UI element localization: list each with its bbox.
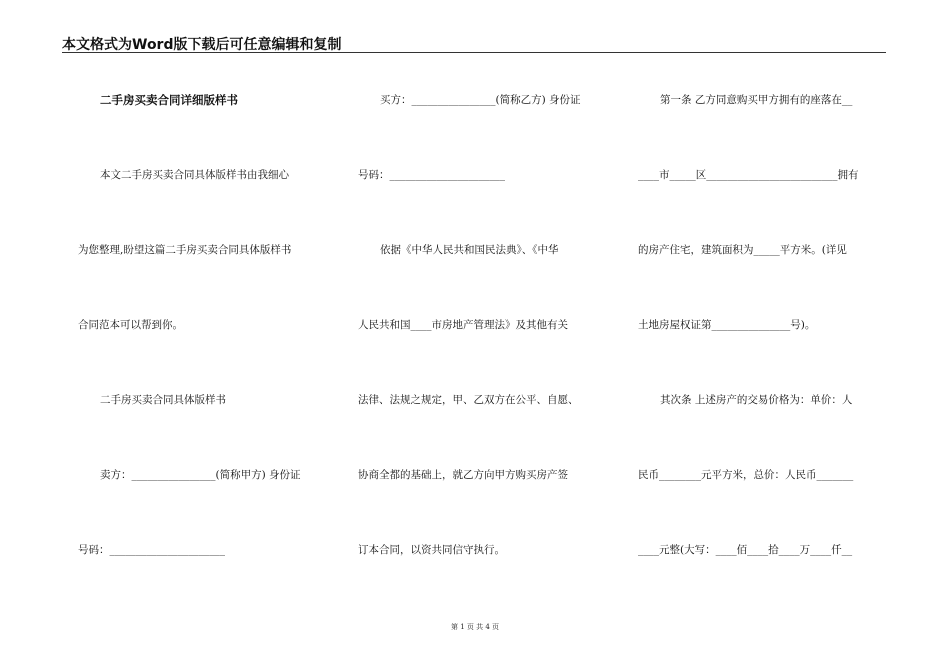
text-line: 法律、法规之规定，甲、乙双方在公平、自愿、 [358,394,579,406]
text-line: 号码：______________________ [78,544,225,556]
text-line: 为您整理,盼望这篇二手房买卖合同具体版样书 [78,244,292,256]
text-line: ____市_____区_________________________拥有 [638,169,859,181]
text-line: 合同范本可以帮到你。 [78,319,183,331]
text-line: 人民共和国____市房地产管理法》及其他有关 [358,319,568,331]
text-line: 依据《中华人民共和国民法典》、《中华 [380,244,559,256]
text-line: 号码：______________________ [358,169,505,181]
text-line: 订本合同，以资共同信守执行。 [358,544,505,556]
text-line: 土地房屋权证第_______________号)。 [638,319,816,331]
header-divider [62,52,886,53]
document-header-title: 本文格式为Word版下载后可任意编辑和复制 [62,37,342,53]
section-heading: 二手房买卖合同具体版样书 [100,394,226,406]
text-line: 其次条 上述房产的交易价格为：单价：人 [660,394,853,406]
text-line: 第一条 乙方同意购买甲方拥有的座落在__ [660,94,853,106]
text-column-3 [638,88,888,613]
text-line: 协商全都的基础上，就乙方向甲方购买房产签 [358,469,568,481]
text-line: 的房产住宅，建筑面积为_____平方米。(详见 [638,244,847,256]
text-column-2 [358,88,608,613]
text-column-1 [78,88,328,613]
text-line: 卖方：________________(简称甲方) 身份证 [100,469,301,481]
text-line: 买方：________________(简称乙方) 身份证 [380,94,581,106]
text-line: 民币________元平方米，总价：人民币_______ [638,469,854,481]
document-title: 二手房买卖合同详细版样书 [100,93,238,107]
text-line: 本文二手房买卖合同具体版样书由我细心 [100,169,289,181]
page-number: 第 1 页 共 4 页 [450,623,500,631]
text-line: ____元整(大写：____佰____拾____万____仟__ [638,544,853,556]
